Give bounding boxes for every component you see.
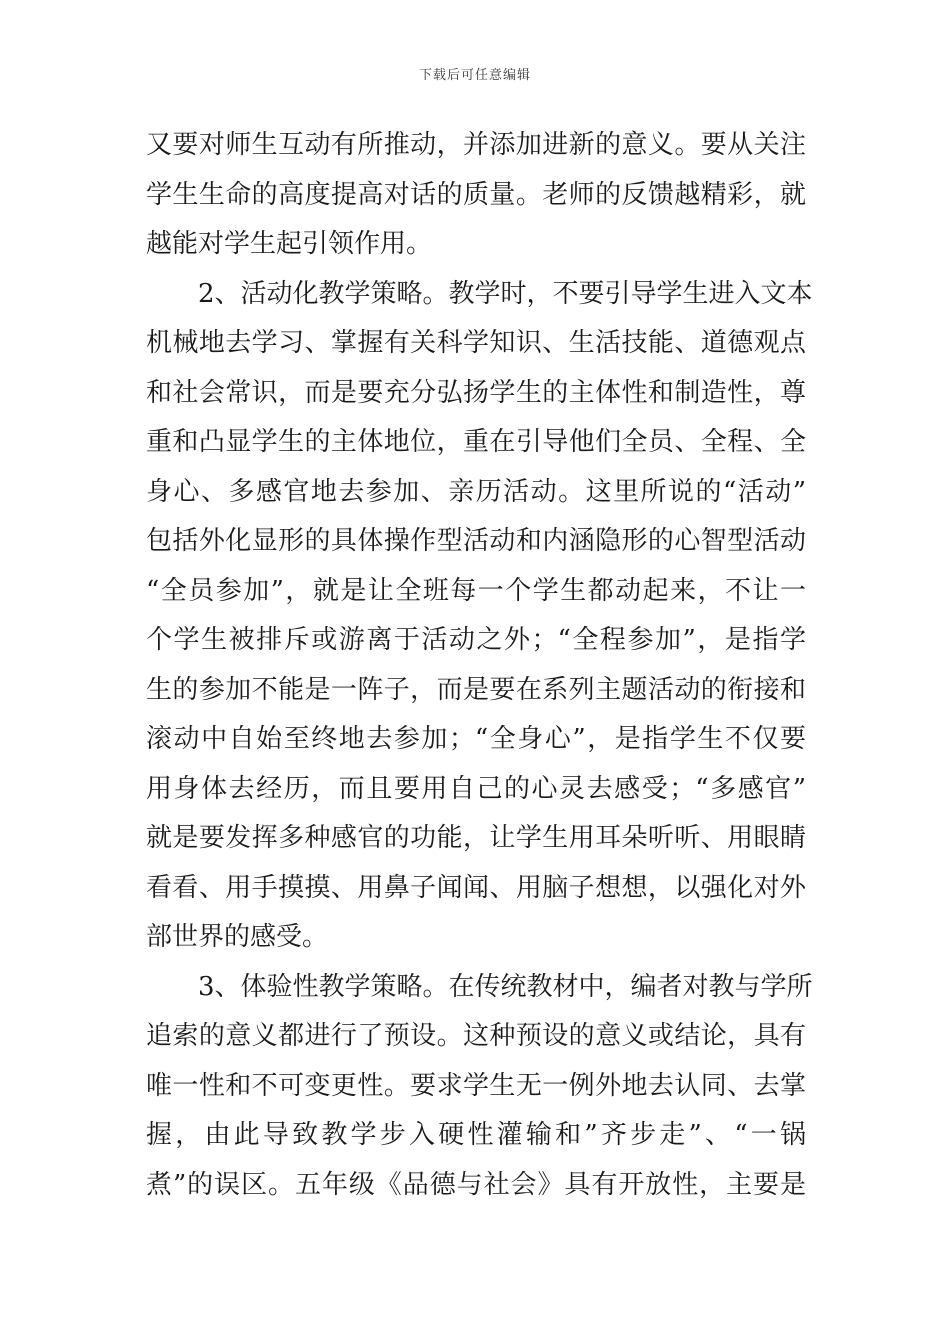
text-line: 3、体验性教学策略。在传统教材中，编者对教与学所 [198,971,813,1002]
text-line: 唯一性和不可变更性。要求学生无一例外地去认同、去掌 [146,1070,806,1101]
text-line: 部世界的感受。 [146,922,329,952]
text-line: 越能对学生起引领作用。 [146,229,433,259]
text-line: 包括外化显形的具体操作型活动和内涵隐形的心智型活动 [146,526,806,556]
text-line: 追索的意义都进行了预设。这种预设的意义或结论，具有 [146,1021,806,1051]
text-line: 滚动中自始至终地去参加；“全身心”，是指学生不仅要 [146,724,806,754]
page-header: 下载后可任意编辑 [418,68,531,83]
text-line: “全员参加”，就是让全班每一个学生都动起来，不让一 [146,575,806,606]
text-line: 握，由此导致教学步入硬性灌输和”齐步走”、“一锅 [146,1120,806,1150]
text-line: 个学生被排斥或游离于活动之外；“全程参加”，是指学 [146,625,806,655]
text-line: 生的参加不能是一阵子，而是要在系列主题活动的衔接和 [146,674,806,705]
text-line: 看看、用手摸摸、用鼻子闻闻、用脑子想想，以强化对外 [146,872,806,903]
text-line: 和社会常识，而是要充分弘扬学生的主体性和制造性，尊 [146,377,806,408]
text-line: 煮”的误区。五年级《品德与社会》具有开放性，主要是 [146,1169,806,1200]
text-line: 机械地去学习、掌握有关科学知识、生活技能、道德观点 [146,328,806,358]
text-line: 用身体去经历，而且要用自己的心灵去感受；“多感官” [146,773,806,804]
text-line: 就是要发挥多种感官的功能，让学生用耳朵听听、用眼睛 [146,823,806,853]
text-line: 身心、多感官地去参加、亲历活动。这里所说的“活动” [146,476,806,507]
text-line: 2、活动化教学策略。教学时，不要引导学生进入文本 [198,278,813,309]
document-body [146,121,813,1210]
text-line: 学生生命的高度提高对话的质量。老师的反馈越精彩，就 [146,179,806,210]
text-line: 重和凸显学生的主体地位，重在引导他们全员、全程、全 [146,427,806,457]
text-line: 又要对师生互动有所推动，并添加进新的意义。要从关注 [146,130,806,160]
